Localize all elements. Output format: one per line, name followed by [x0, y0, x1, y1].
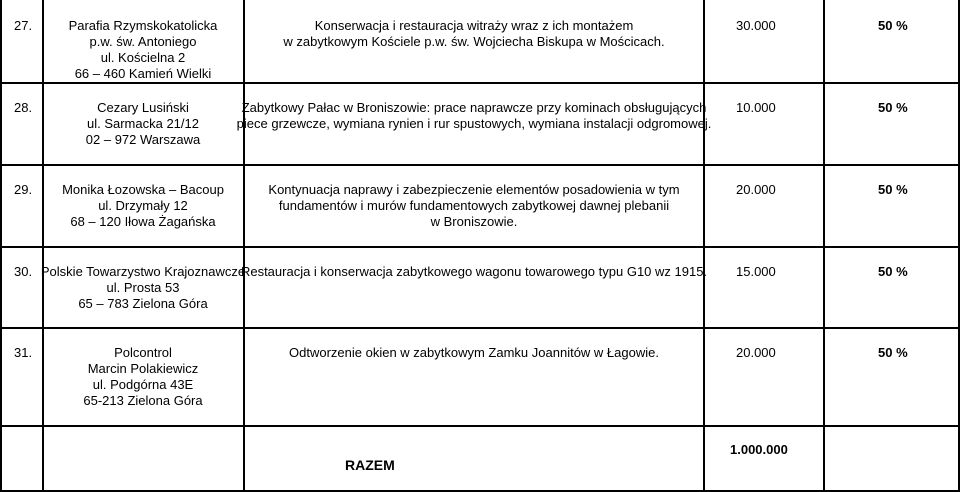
description-line: Restauracja i konserwacja zabytkowego wagonu towarowego typu G10 wz 1915. [240, 264, 708, 279]
beneficiary-line: 65 – 783 Zielona Góra [78, 296, 208, 311]
table-row [0, 0, 960, 82]
beneficiary-line: 68 – 120 Iłowa Żagańska [70, 214, 216, 229]
beneficiary-line: ul. Sarmacka 21/12 [86, 116, 199, 131]
beneficiary-line: ul. Drzymały 12 [98, 198, 188, 213]
beneficiary-line: Parafia Rzymskokatolicka [68, 18, 218, 33]
description-line: Odtworzenie okien w zabytkowym Zamku Joannitów w Łagowie. [289, 345, 659, 360]
percent: 50 % [878, 264, 908, 279]
percent: 50 % [878, 345, 908, 360]
row-number: 28. [14, 100, 33, 115]
description-line: fundamentów i murów fundamentowych zabytkowej dawnej plebanii [278, 198, 670, 213]
row-number: 29. [14, 182, 33, 197]
description-line: Konserwacja i restauracja witraży wraz z ich montażem [314, 18, 634, 33]
percent: 50 % [878, 182, 908, 197]
beneficiary-line: 66 – 460 Kamień Wielki [74, 66, 212, 81]
row-number: 27. [14, 18, 33, 33]
amount: 30.000 [736, 18, 776, 33]
table-row [0, 329, 960, 425]
percent: 50 % [878, 18, 908, 33]
description-line: w zabytkowym Kościele p.w. św. Wojciecha Biskupa w Mościcach. [283, 34, 665, 49]
beneficiary-line: Marcin Polakiewicz [87, 361, 199, 376]
row-divider [0, 425, 960, 427]
beneficiary-line: 02 – 972 Warszawa [85, 132, 201, 147]
table-row [0, 84, 960, 164]
beneficiary-line: ul. Podgórna 43E [92, 377, 194, 392]
amount: 20.000 [736, 182, 776, 197]
beneficiary-line: Polskie Towarzystwo Krajoznawcze [40, 264, 246, 279]
description-line: Zabytkowy Pałac w Broniszowie: prace naprawcze przy kominach obsługujących [241, 100, 707, 115]
amount: 15.000 [736, 264, 776, 279]
description-line: Kontynuacja naprawy i zabezpieczenie elementów posadowienia w tym [268, 182, 680, 197]
row-number: 31. [14, 345, 33, 360]
row-number: 30. [14, 264, 33, 279]
beneficiary-line: 65-213 Zielona Góra [83, 393, 203, 408]
amount: 10.000 [736, 100, 776, 115]
beneficiary-line: p.w. św. Antoniego [89, 34, 197, 49]
summary-total: 1.000.000 [730, 442, 788, 457]
description-line: piece grzewcze, wymiana rynien i rur spustowych, wymiana instalacji odgromowej. [236, 116, 712, 131]
beneficiary-line: ul. Prosta 53 [106, 280, 180, 295]
table-row [0, 166, 960, 246]
beneficiary-line: ul. Kościelna 2 [100, 50, 186, 65]
beneficiary-line: Cezary Lusiński [97, 100, 189, 115]
summary-label: RAZEM [345, 457, 395, 473]
description-line: w Broniszowie. [430, 214, 518, 229]
beneficiary-line: Polcontrol [114, 345, 172, 360]
table-row [0, 248, 960, 327]
percent: 50 % [878, 100, 908, 115]
beneficiary-line: Monika Łozowska – Bacoup [62, 182, 224, 197]
amount: 20.000 [736, 345, 776, 360]
